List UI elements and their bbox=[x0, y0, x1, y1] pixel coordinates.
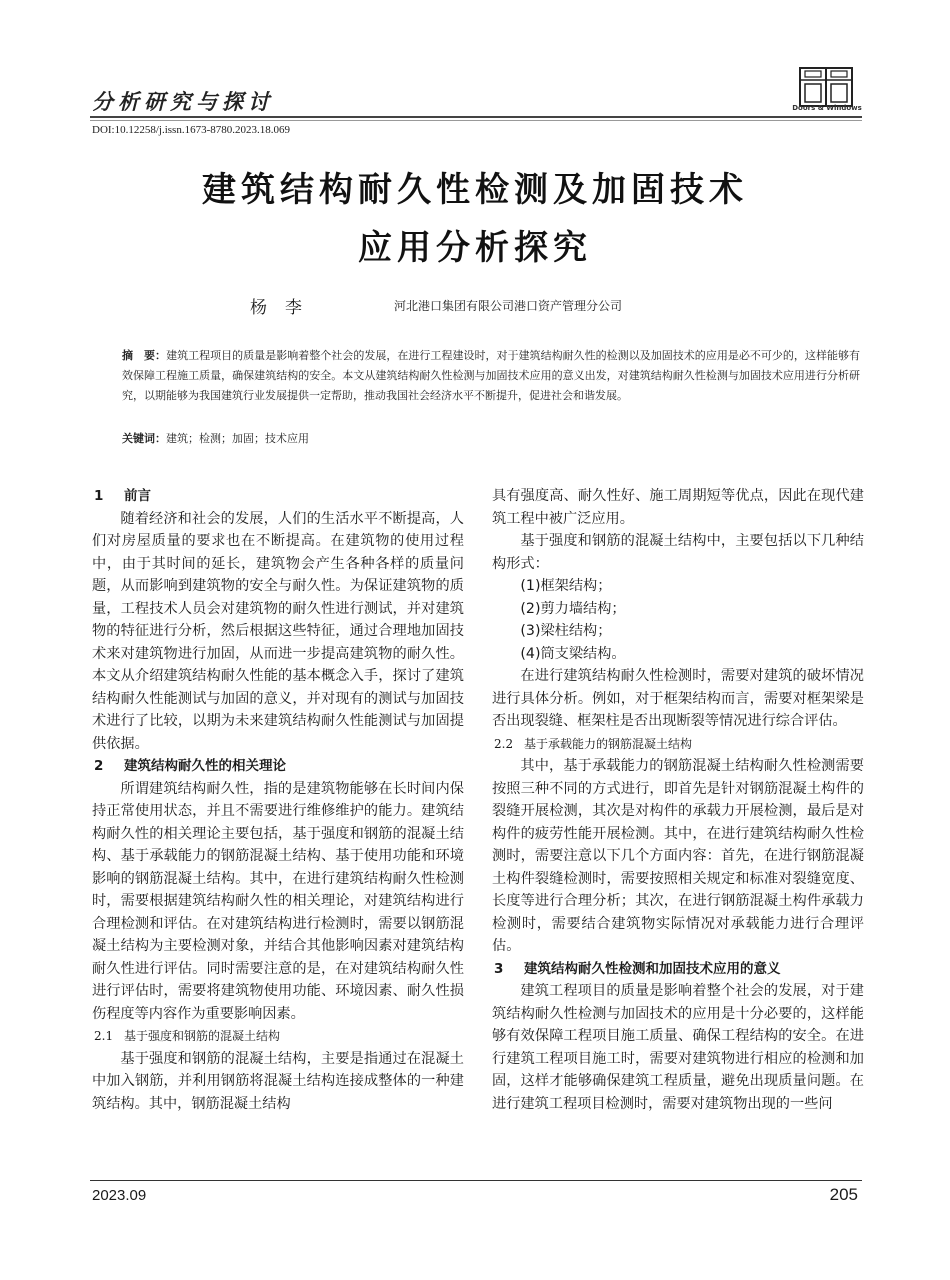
paragraph: 随着经济和社会的发展，人们的生活水平不断提高，人们对房屋质量的要求也在不断提高。在建筑物的使用过程中，由于其时间的延长，建筑物会产生各种各样的质量问题，从而影响到建筑物的安全与耐久性。为保证建筑物的质量，工程技术人员会对建筑物的耐久性进行测试，并对建筑物的特征进行分析，然后根据这些特征，通过合理地加固技术来对建筑物进行加固，从而进一步提高建筑物的耐久性。本文从介绍建筑结构耐久性能的基本概念入手，探讨了建筑结构耐久性能测试与加固的意义，并对现有的测试与加固技术进行了比较，以期为未来建筑结构耐久性能测试与加固提供依据。 bbox=[92, 510, 464, 752]
abstract-label: 摘 要： bbox=[122, 349, 167, 362]
doi: DOI:10.12258/j.issn.1673-8780.2023.18.069 bbox=[92, 124, 290, 136]
keywords-text: 建筑；检测；加固；技术应用 bbox=[166, 432, 309, 445]
paragraph: 基于强度和钢筋的混凝土结构，主要是指通过在混凝土中加入钢筋，并利用钢筋将混凝土结构连接成整体的一种建筑结构。其中，钢筋混凝土结构 bbox=[92, 1050, 464, 1112]
header-rule bbox=[90, 116, 862, 118]
paragraph: 所谓建筑结构耐久性，指的是建筑物能够在长时间内保持正常使用状态，并且不需要进行维修维护的能力。建筑结构耐久性的相关理论主要包括，基于强度和钢筋的混凝土结构、基于承载能力的钢筋混凝土结构、基于使用功能和环境影响的钢筋混凝土结构。其中，在进行建筑结构耐久性检测时，需要根据建筑结构耐久性的相关理论，对建筑结构进行合理检测和评估。在对建筑结构进行检测时，需要以钢筋混凝土结构为主要检测对象，并结合其他影响因素对建筑结构耐久性进行评估。同时需要注意的是，在对建筑结构耐久性进行评估时，需要将建筑物使用功能、环境因素、耐久性损伤程度等内容作为重要影响因素。 bbox=[92, 780, 464, 1022]
logo-caption: Doors & Windows bbox=[792, 104, 862, 112]
left-column bbox=[92, 485, 464, 1115]
abstract bbox=[122, 346, 860, 406]
article-title-line2: 应用分析探究 bbox=[358, 228, 592, 268]
section-heading: 3 建筑结构耐久性检测和加固技术应用的意义 bbox=[494, 960, 781, 977]
keywords bbox=[122, 430, 860, 448]
abstract-text: 建筑工程项目的质量是影响着整个社会的发展，在进行工程建设时，对于建筑结构耐久性的检测以及加固技术的应用是必不可少的，这样能够有效保障工程施工质量，确保建筑结构的安全。本文从建筑结构耐久性检测与加固技术应用的意义出发，对建筑结构耐久性检测与加固技术应用进行分析研究，以期能够为我国建筑行业发展提供一定帮助，推动我国社会经济水平不断提升，促进社会和谐发展。 bbox=[122, 349, 860, 402]
list-item: (4)筒支梁结构。 bbox=[520, 645, 626, 662]
subsection-heading: 2.1 基于强度和钢筋的混凝土结构 bbox=[94, 1029, 281, 1043]
section-heading: 1 前言 bbox=[94, 488, 151, 504]
page-number: 205 bbox=[829, 1185, 858, 1204]
keywords-label: 关键词： bbox=[122, 432, 166, 445]
subsection-heading: 2.2 基于承载能力的钢筋混凝土结构 bbox=[494, 736, 693, 751]
paragraph-continued: 具有强度高、耐久性好、施工周期短等优点，因此在现代建筑工程中被广泛应用。 bbox=[492, 488, 864, 527]
paragraph: 建筑工程项目的质量是影响着整个社会的发展，对于建筑结构耐久性检测与加固技术的应用是十分必要的，这样能够有效保障工程项目施工质量、确保工程结构的安全。在进行建筑工程项目施工时，需要对建筑物进行相应的检测和加固，这样才能够确保建筑工程质量，避免出现质量问题。在进行建筑工程项目检测时，需要对建筑物出现的一些问 bbox=[492, 983, 864, 1112]
paragraph: 基于强度和钢筋的混凝土结构中，主要包括以下几种结构形式： bbox=[492, 533, 864, 572]
section-heading: 2 建筑结构耐久性的相关理论 bbox=[94, 758, 286, 774]
footer-rule bbox=[90, 1180, 862, 1181]
list-item: (2)剪力墙结构； bbox=[520, 600, 626, 617]
article-title-line1: 建筑结构耐久性检测及加固技术 bbox=[202, 170, 748, 210]
list-item: (1)框架结构； bbox=[520, 578, 612, 594]
journal-section-title: 分析研究与探讨 bbox=[92, 90, 274, 114]
author-affiliation: 河北港口集团有限公司港口资产管理分公司 bbox=[394, 299, 623, 313]
issue-date: 2023.09 bbox=[92, 1187, 147, 1204]
author-name: 杨李 bbox=[250, 298, 320, 318]
paragraph: 在进行建筑结构耐久性检测时，需要对建筑的破坏情况进行具体分析。例如，对于框架结构而言，需要对框架梁是否出现裂缝、框架柱是否出现断裂等情况进行综合评估。 bbox=[492, 668, 864, 729]
list-item: (3)梁柱结构； bbox=[520, 623, 612, 639]
paragraph: 其中，基于承载能力的钢筋混凝土结构耐久性检测需要按照三种不同的方式进行，即首先是针对钢筋混凝土构件的裂缝开展检测，其次是对构件的承载力开展检测，最后是对构件的疲劳性能开展检测。其中，在进行建筑结构耐久性检测时，需要注意以下几个方面内容：首先，在进行钢筋混凝土构件裂缝检测时，需要按照相关规定和标准对裂缝宽度、长度等进行合理分析；其次，在进行钢筋混凝土构件承载力检测时，需要结合建筑物实际情况对承载能力进行合理评估。 bbox=[492, 758, 864, 954]
right-column bbox=[492, 485, 864, 1115]
header-rule-thin bbox=[90, 120, 862, 121]
